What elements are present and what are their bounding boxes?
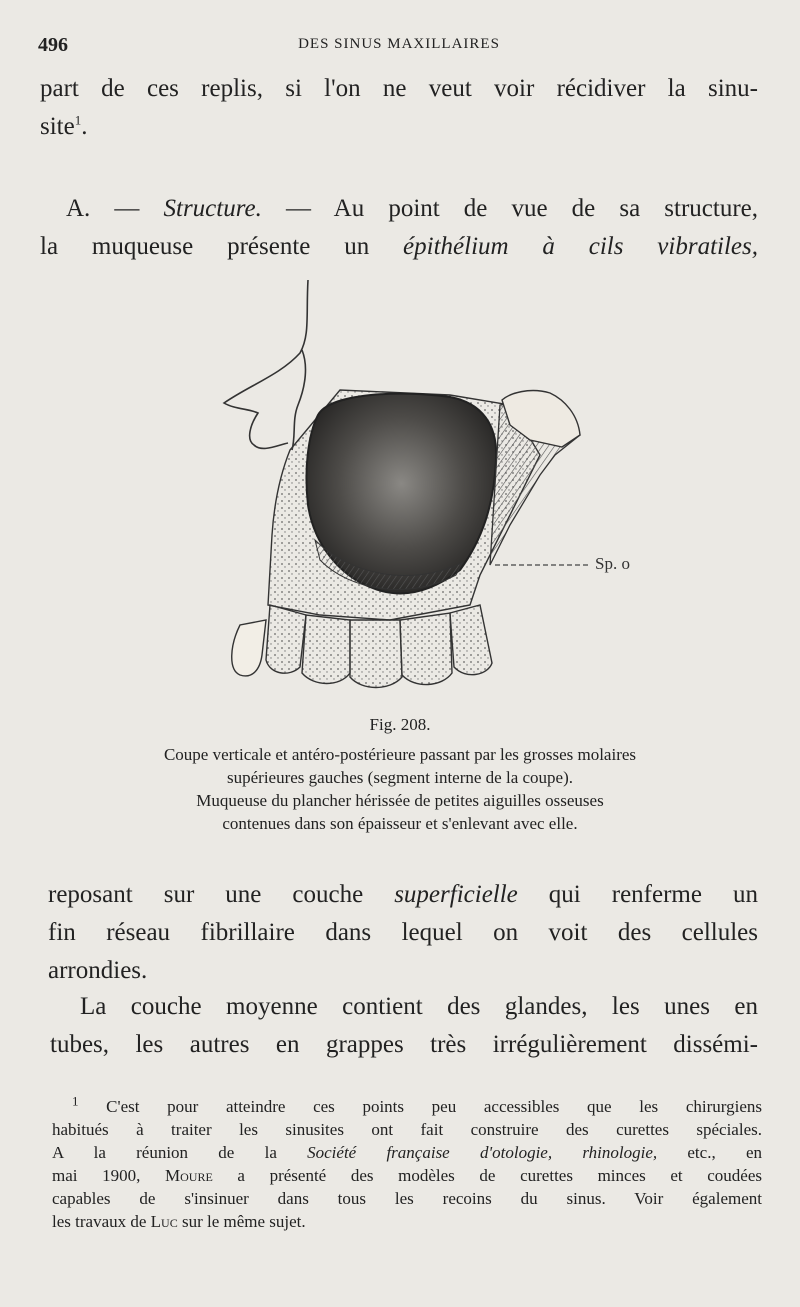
text-line: La couche moyenne contient des glandes, les unes en (80, 993, 758, 1020)
text-span: mai 1900, (52, 1166, 165, 1185)
text-span: sur le même sujet. (177, 1212, 306, 1231)
text-span: reposant sur une couche (48, 881, 395, 908)
section-title: Structure. (163, 195, 262, 222)
text-span: site (40, 113, 75, 140)
text-line (40, 228, 758, 266)
caption-line: contenues dans son épaisseur et s'enlevant avec elle. (222, 814, 578, 833)
caption-line: Coupe verticale et antéro-postérieure passant par les grosses molaires (163, 745, 637, 764)
emphasis: épithélium à cils vibratiles, (403, 233, 758, 260)
text-span: C'est pour atteindre ces points peu accessibles que les chirurgiens (78, 1097, 762, 1116)
nasal-profile (224, 280, 308, 450)
section-letter: A. — (66, 195, 164, 222)
running-head: DES SINUS MAXILLAIRES (298, 36, 500, 52)
text-span: qui renferme un (517, 881, 758, 908)
text-span: A la réunion de la (52, 1143, 308, 1162)
emphasis: Société française d'otologie, rhinologie, (307, 1143, 658, 1162)
text-span: les travaux de (52, 1212, 151, 1231)
footnote-ref[interactable]: 1 (74, 112, 82, 128)
text-line (40, 190, 758, 228)
anatomical-illustration (210, 275, 650, 695)
text-line (52, 1164, 762, 1187)
text-line: habitués à traiter les sinusites ont fait construire des curettes spéciales. (52, 1120, 762, 1139)
text-line: tubes, les autres en grappes très irrégulièrement dissémi- (50, 1031, 758, 1058)
text-line: part de ces replis, si l'on ne veut voir récidiver la sinu- (40, 75, 758, 102)
text-line (48, 876, 758, 914)
author-name: Luc (150, 1212, 178, 1231)
paragraph-superficial-layer (48, 876, 758, 990)
author-name: Moure (165, 1166, 213, 1185)
emphasis: superficielle (394, 881, 518, 908)
text-line: arrondies. (48, 957, 148, 984)
footnote-mark: 1 (72, 1093, 79, 1109)
figure-number: Fig. 208. (369, 715, 431, 734)
paragraph-middle-layer (50, 988, 758, 1064)
figure-caption (40, 743, 760, 835)
text-span: etc., en (657, 1143, 762, 1162)
page-number: 496 (38, 34, 68, 56)
text-line (52, 1095, 762, 1118)
text-span: . (81, 113, 88, 140)
text-line: capables de s'insinuer dans tous les recoins du sinus. Voir également (52, 1189, 762, 1208)
text-line: fin réseau fibrillaire dans lequel on voit des cellules (48, 919, 758, 946)
spo-label: Sp. o (595, 554, 630, 573)
text-line (52, 1210, 762, 1233)
page-header (38, 34, 760, 60)
caption-line: Muqueuse du plancher hérissée de petites aiguilles osseuses (196, 791, 604, 810)
footnote (52, 1095, 762, 1233)
paragraph-structure (40, 190, 758, 266)
text-line (52, 1141, 762, 1164)
paragraph-continuation (40, 70, 758, 146)
caption-line: supérieures gauches (segment interne de la coupe). (227, 768, 573, 787)
text-line (40, 108, 758, 146)
text-span: — Au point de vue de sa structure, (261, 195, 758, 222)
text-span: a présenté des modèles de curettes minces et coudées (212, 1166, 762, 1185)
text-span: la muqueuse présente un (40, 233, 404, 260)
